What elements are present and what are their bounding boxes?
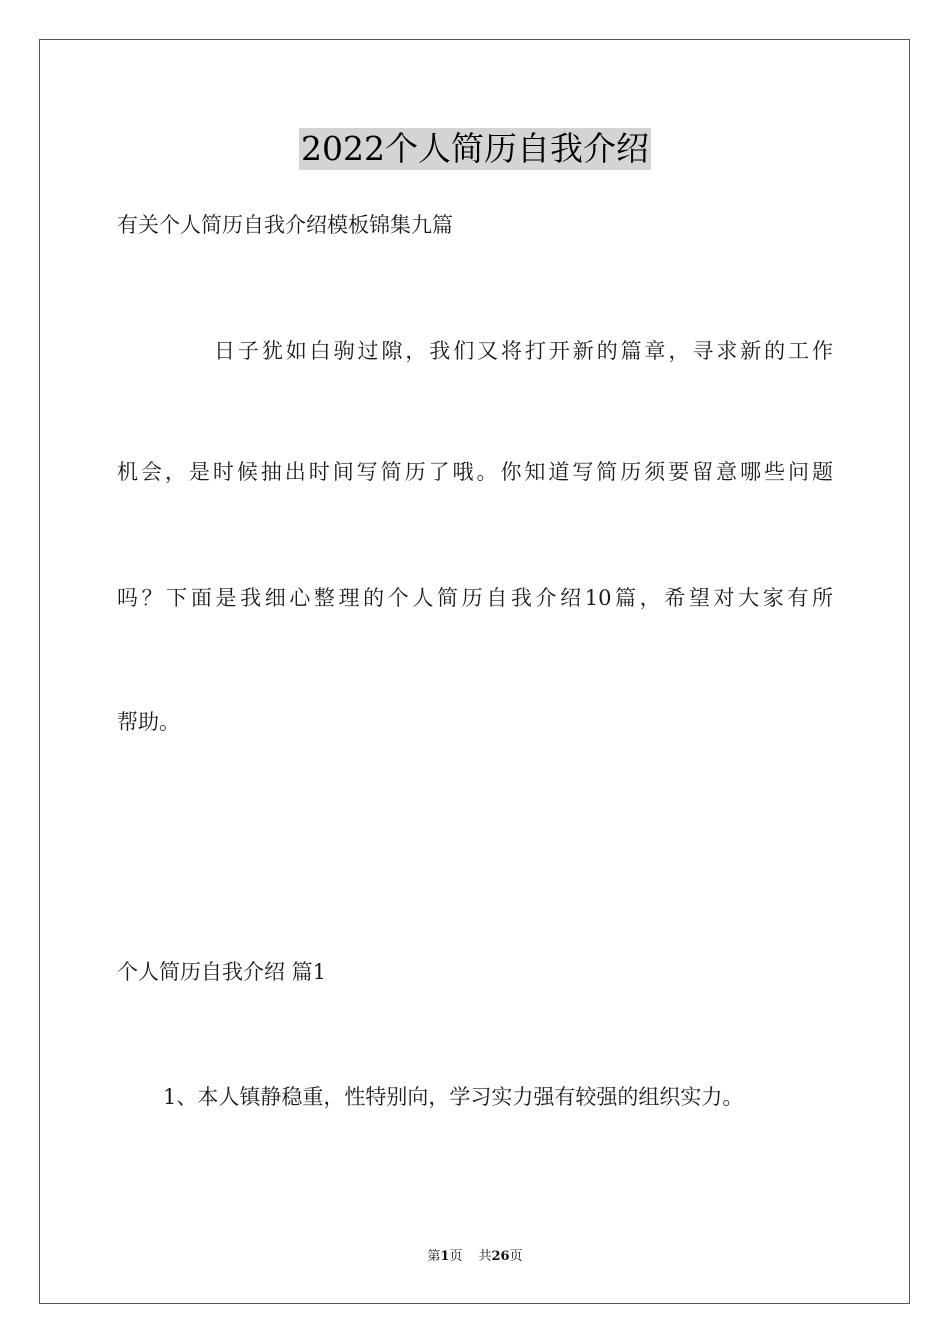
footer-total-pages: 26 — [491, 1249, 510, 1264]
footer-page-prefix: 第 — [427, 1249, 441, 1264]
title-container — [0, 128, 950, 170]
document-title: 2022个人简历自我介绍 — [301, 129, 649, 168]
section-paragraph-line-1: 1、本人镇静稳重，性特别向，学习实力强有较强的组织实力。 — [163, 1085, 744, 1109]
footer-total-prefix: 共 — [478, 1249, 492, 1264]
footer-page-number: 1 — [440, 1249, 450, 1264]
footer-page-mid: 页 — [449, 1249, 463, 1264]
footer-total-suffix: 页 — [509, 1249, 523, 1264]
section-heading: 个人简历自我介绍 篇1 — [117, 960, 327, 984]
intro-line-1: 日子犹如白驹过隙，我们又将打开新的篇章，寻求新的工作 — [214, 339, 833, 363]
intro-line-3: 吗？下面是我细心整理的个人简历自我介绍10篇，希望对大家有所 — [117, 586, 833, 610]
document-subtitle: 有关个人简历自我介绍模板锦集九篇 — [117, 213, 453, 237]
page-footer — [0, 1248, 950, 1266]
intro-line-4: 帮助。 — [117, 710, 180, 734]
intro-line-2: 机会，是时候抽出时间写简历了哦。你知道写简历须要留意哪些问题 — [117, 460, 833, 484]
